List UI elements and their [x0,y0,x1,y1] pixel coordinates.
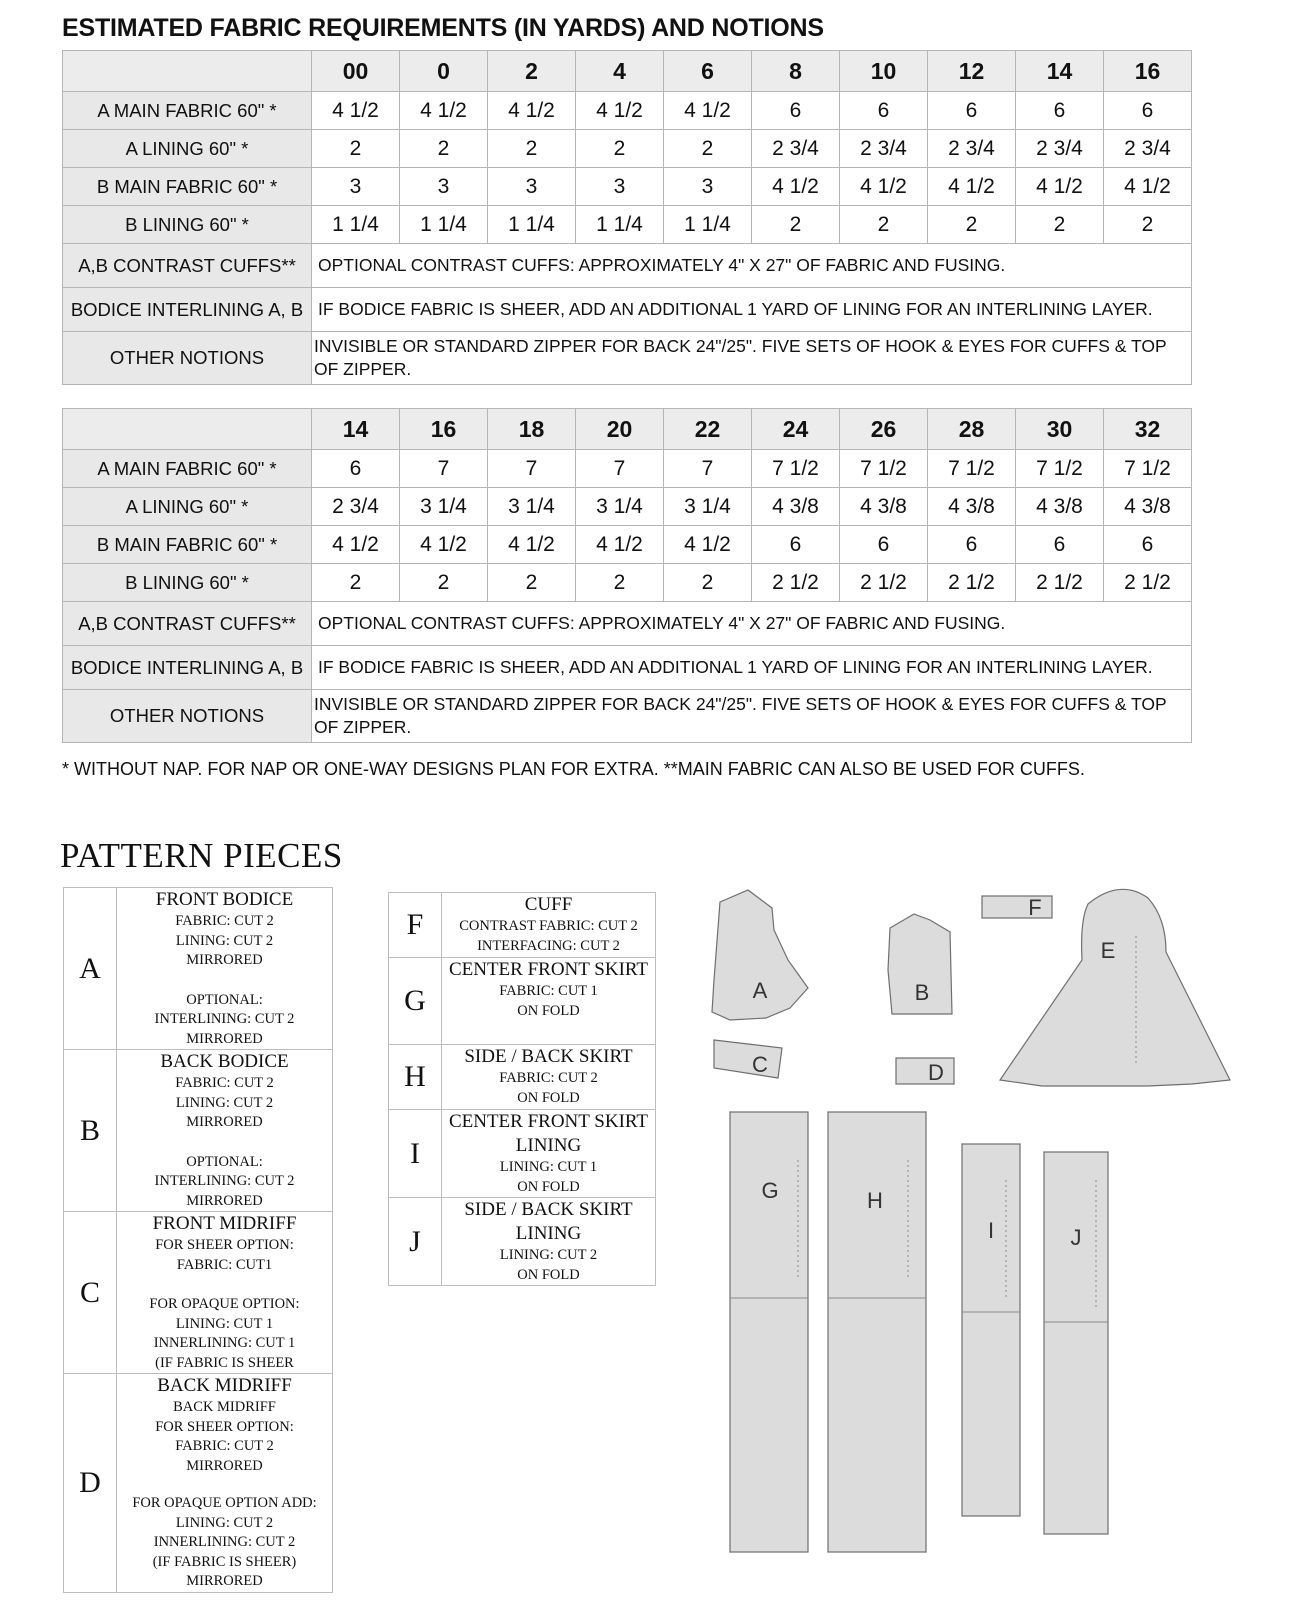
size-header: 14 [312,409,400,450]
yardage-cell: 7 1/2 [752,450,840,488]
piece-c-shape [714,1040,782,1078]
yardage-cell: 6 [1104,526,1192,564]
yardage-cell: 3 1/4 [400,488,488,526]
piece-optional-instruction: MIRRORED [186,1573,263,1589]
piece-row [64,1374,333,1593]
piece-instruction: MIRRORED [186,1457,263,1474]
size-header: 30 [1016,409,1104,450]
notes-text: IF BODICE FABRIC IS SHEER, ADD AN ADDITIONAL 1 YARD OF LINING FOR AN INTERLINING LAYER. [312,288,1192,332]
piece-instruction: ON FOLD [517,1178,580,1195]
yardage-cell: 4 1/2 [664,526,752,564]
yardage-cell: 6 [840,92,928,130]
yardage-cell: 4 1/2 [576,526,664,564]
notes-text: OPTIONAL CONTRAST CUFFS: APPROXIMATELY 4" X 27" OF FABRIC AND FUSING. [312,244,1192,288]
row-label: A LINING 60" * [63,130,312,168]
yardage-cell: 2 [752,206,840,244]
header-corner [63,51,312,92]
notes-label: A,B CONTRAST CUFFS** [63,602,312,646]
piece-instruction: LINING: CUT 2 [499,1247,598,1263]
yardage-cell: 2 [488,130,576,168]
drawing-label-e: E [1100,938,1116,963]
piece-description [117,1374,333,1593]
spacer [117,971,332,991]
spacer [117,1275,332,1295]
piece-description [442,1045,656,1110]
piece-description [442,1110,656,1198]
yardage-cell: 2 3/4 [928,130,1016,168]
piece-instruction: FABRIC: CUT 1 [499,983,598,999]
row-label: A MAIN FABRIC 60" * [63,450,312,488]
yardage-cell: 6 [1016,526,1104,564]
piece-name: CUFF [524,894,573,915]
fabric-row [63,450,1192,488]
yardage-cell: 7 1/2 [1016,450,1104,488]
yardage-cell: 2 [1016,206,1104,244]
yardage-cell: 7 [576,450,664,488]
size-header: 2 [488,51,576,92]
piece-instruction: FOR SHEER OPTION: [155,1237,294,1253]
yardage-cell: 2 3/4 [1016,130,1104,168]
yardage-cell: 4 1/2 [840,168,928,206]
yardage-cell: 3 [576,168,664,206]
piece-letter: I [389,1110,442,1198]
piece-instruction: CONTRAST FABRIC: CUT 2 [459,918,638,934]
size-header: 10 [840,51,928,92]
notes-label: A,B CONTRAST CUFFS** [63,244,312,288]
piece-instruction: LINING: CUT 1 [499,1159,598,1175]
size-header: 12 [928,51,1016,92]
yardage-cell: 4 1/2 [928,168,1016,206]
drawing-label-d: D [928,1060,944,1085]
piece-instruction: FABRIC: CUT 2 [499,1070,598,1086]
yardage-cell: 2 1/2 [928,564,1016,602]
yardage-cell: 2 3/4 [752,130,840,168]
row-label: B LINING 60" * [63,564,312,602]
yardage-cell: 4 1/2 [312,526,400,564]
notes-row [63,288,1192,332]
yardage-cell: 6 [1104,92,1192,130]
drawing-label-j: J [1070,1225,1082,1250]
yardage-cell: 4 1/2 [488,526,576,564]
header-corner [63,409,312,450]
size-header: 32 [1104,409,1192,450]
piece-i-shape [962,1144,1020,1516]
piece-instruction: LINING: CUT 2 [175,932,274,949]
yardage-cell: 6 [312,450,400,488]
piece-instruction: ON FOLD [517,1266,580,1283]
notes-text: IF BODICE FABRIC IS SHEER, ADD AN ADDITIONAL 1 YARD OF LINING FOR AN INTERLINING LAYER. [312,646,1192,690]
notes-label: OTHER NOTIONS [63,332,312,385]
piece-name: BACK MIDRIFF [157,1375,292,1396]
yardage-cell: 7 1/2 [928,450,1016,488]
piece-row [389,1198,656,1286]
piece-description [117,1050,333,1212]
yardage-cell: 4 1/2 [1104,168,1192,206]
size-header: 0 [400,51,488,92]
row-label: B MAIN FABRIC 60" * [63,526,312,564]
piece-description [442,958,656,1045]
piece-optional-instruction: INNERLINING: CUT 1 [153,1335,296,1351]
piece-description [117,888,333,1050]
notes-text: OPTIONAL CONTRAST CUFFS: APPROXIMATELY 4" X 27" OF FABRIC AND FUSING. [312,602,1192,646]
yardage-cell: 6 [928,526,1016,564]
piece-d-shape [896,1058,954,1084]
pattern-layout-drawing [700,880,1260,1570]
yardage-cell: 3 [488,168,576,206]
piece-row [389,1045,656,1110]
piece-optional-instruction: INTERLINING: CUT 2 [154,1173,295,1189]
yardage-cell: 2 [840,206,928,244]
yardage-cell: 3 [664,168,752,206]
piece-optional-instruction: MIRRORED [186,1192,263,1209]
drawing-label-a: A [752,978,768,1003]
yardage-cell: 7 1/2 [840,450,928,488]
notes-row [63,602,1192,646]
size-header: 22 [664,409,752,450]
row-label: B LINING 60" * [63,206,312,244]
yardage-cell: 7 [400,450,488,488]
yardage-cell: 3 1/4 [488,488,576,526]
yardage-cell: 4 1/2 [576,92,664,130]
piece-row [64,1212,333,1374]
yardage-cell: 6 [840,526,928,564]
size-header: 26 [840,409,928,450]
piece-h-shape [828,1112,926,1552]
fabric-requirements-table-2 [62,408,1192,743]
yardage-cell: 2 1/2 [752,564,840,602]
piece-letter: G [389,958,442,1045]
yardage-cell: 2 [664,130,752,168]
yardage-cell: 4 3/8 [1104,488,1192,526]
piece-instruction: FOR SHEER OPTION: [155,1418,294,1435]
notes-row [63,690,1192,743]
yardage-cell: 4 3/8 [1016,488,1104,526]
size-header: 00 [312,51,400,92]
notes-label: OTHER NOTIONS [63,690,312,743]
size-header: 16 [400,409,488,450]
yardage-cell: 7 [664,450,752,488]
piece-name: FRONT MIDRIFF [152,1213,297,1234]
yardage-cell: 4 1/2 [312,92,400,130]
yardage-cell: 7 [488,450,576,488]
notes-label: BODICE INTERLINING A, B [63,288,312,332]
drawing-label-f: F [1028,895,1042,920]
piece-optional-instruction: OPTIONAL: [186,1153,263,1170]
notes-row [63,332,1192,385]
yardage-cell: 1 1/4 [664,206,752,244]
yardage-cell: 4 1/2 [400,526,488,564]
piece-instruction: ON FOLD [517,1089,580,1106]
piece-instruction: FABRIC: CUT1 [176,1256,273,1273]
yardage-cell: 6 [752,526,840,564]
piece-name: SIDE / BACK SKIRT LINING [464,1199,633,1244]
size-header: 14 [1016,51,1104,92]
size-header: 8 [752,51,840,92]
piece-instruction: BACK MIDRIFF [173,1399,276,1415]
yardage-cell: 2 [488,564,576,602]
fabric-row [63,168,1192,206]
drawing-label-b: B [914,980,930,1005]
piece-instruction: FABRIC: CUT 2 [175,1438,274,1454]
yardage-cell: 3 1/4 [664,488,752,526]
notes-row [63,646,1192,690]
page-title: ESTIMATED FABRIC REQUIREMENTS (IN YARDS) AND NOTIONS [62,14,824,42]
yardage-cell: 4 3/8 [928,488,1016,526]
yardage-cell: 6 [752,92,840,130]
piece-letter: B [64,1050,117,1212]
yardage-cell: 1 1/4 [488,206,576,244]
piece-optional-instruction: FOR OPAQUE OPTION ADD: [132,1495,317,1511]
piece-instruction: ON FOLD [517,1002,580,1019]
piece-row [389,1110,656,1198]
yardage-cell: 2 [312,130,400,168]
piece-instruction: INTERFACING: CUT 2 [477,937,620,954]
drawing-label-h: H [867,1188,883,1213]
piece-optional-instruction: FOR OPAQUE OPTION: [149,1296,300,1312]
piece-instruction: MIRRORED [186,952,263,968]
footnote: * WITHOUT NAP. FOR NAP OR ONE-WAY DESIGNS PLAN FOR EXTRA. **MAIN FABRIC CAN ALSO BE USED FOR CUFFS. [62,759,1085,779]
yardage-cell: 2 1/2 [840,564,928,602]
fabric-requirements-table-1 [62,50,1192,385]
piece-instruction: FABRIC: CUT 2 [175,913,274,929]
fabric-row [63,92,1192,130]
pattern-pieces-title: PATTERN PIECES [60,836,343,875]
yardage-cell: 1 1/4 [312,206,400,244]
piece-optional-instruction: INNERLINING: CUT 2 [153,1534,296,1550]
notes-text: INVISIBLE OR STANDARD ZIPPER FOR BACK 24"/25". FIVE SETS OF HOOK & EYES FOR CUFFS & TOP OF ZIPPER. [312,332,1192,385]
yardage-cell: 1 1/4 [576,206,664,244]
drawing-label-i: I [987,1218,995,1243]
yardage-cell: 2 1/2 [1104,564,1192,602]
piece-optional-instruction: OPTIONAL: [186,991,263,1008]
piece-name: BACK BODICE [160,1051,289,1072]
yardage-cell: 3 1/4 [576,488,664,526]
yardage-cell: 4 1/2 [1016,168,1104,206]
piece-instruction: FABRIC: CUT 2 [175,1075,274,1091]
yardage-cell: 3 [312,168,400,206]
piece-letter: F [389,893,442,958]
yardage-cell: 2 [576,130,664,168]
yardage-cell: 2 3/4 [1104,130,1192,168]
piece-optional-instruction: LINING: CUT 2 [175,1514,274,1531]
size-header: 20 [576,409,664,450]
fabric-row [63,488,1192,526]
drawing-label-c: C [752,1052,768,1077]
yardage-cell: 2 [664,564,752,602]
yardage-cell: 2 [400,130,488,168]
yardage-cell: 2 3/4 [840,130,928,168]
yardage-cell: 2 [928,206,1016,244]
pattern-pieces-table-right [388,892,656,1286]
drawing-label-g: G [761,1178,779,1203]
piece-instruction: MIRRORED [186,1114,263,1130]
yardage-cell: 2 [576,564,664,602]
yardage-cell: 2 [1104,206,1192,244]
piece-optional-instruction: (IF FABRIC IS SHEER [155,1354,294,1371]
yardage-cell: 2 [400,564,488,602]
size-header: 4 [576,51,664,92]
piece-letter: H [389,1045,442,1110]
piece-instruction: LINING: CUT 2 [175,1094,274,1111]
piece-row [64,1050,333,1212]
piece-letter: C [64,1212,117,1374]
piece-description [442,1198,656,1286]
yardage-cell: 7 1/2 [1104,450,1192,488]
fabric-row [63,130,1192,168]
piece-description [442,893,656,958]
size-header: 18 [488,409,576,450]
yardage-cell: 6 [928,92,1016,130]
yardage-cell: 1 1/4 [400,206,488,244]
piece-optional-instruction: (IF FABRIC IS SHEER) [152,1553,297,1570]
size-header: 16 [1104,51,1192,92]
spacer [117,1476,332,1494]
piece-optional-instruction: LINING: CUT 1 [175,1315,274,1332]
notes-label: BODICE INTERLINING A, B [63,646,312,690]
piece-name: CENTER FRONT SKIRT LINING [448,1111,649,1156]
notes-text: INVISIBLE OR STANDARD ZIPPER FOR BACK 24"/25". FIVE SETS OF HOOK & EYES FOR CUFFS & TOP OF ZIPPER. [312,690,1192,743]
yardage-cell: 4 3/8 [840,488,928,526]
piece-name: CENTER FRONT SKIRT [448,959,649,980]
piece-row [64,888,333,1050]
yardage-cell: 4 3/8 [752,488,840,526]
piece-description [117,1212,333,1374]
piece-letter: J [389,1198,442,1286]
yardage-cell: 4 1/2 [488,92,576,130]
row-label: B MAIN FABRIC 60" * [63,168,312,206]
fabric-row [63,526,1192,564]
yardage-cell: 2 3/4 [312,488,400,526]
piece-j-shape [1044,1152,1108,1534]
pattern-pieces-table-left [63,887,333,1593]
row-label: A LINING 60" * [63,488,312,526]
yardage-cell: 2 [312,564,400,602]
spacer [117,1133,332,1153]
size-header: 24 [752,409,840,450]
row-label: A MAIN FABRIC 60" * [63,92,312,130]
piece-row [389,893,656,958]
piece-row [389,958,656,1045]
size-header: 28 [928,409,1016,450]
piece-name: FRONT BODICE [155,889,294,910]
piece-optional-instruction: INTERLINING: CUT 2 [154,1011,295,1027]
piece-letter: D [64,1374,117,1593]
yardage-cell: 4 1/2 [664,92,752,130]
yardage-cell: 2 1/2 [1016,564,1104,602]
fabric-row [63,206,1192,244]
yardage-cell: 6 [1016,92,1104,130]
fabric-row [63,564,1192,602]
size-header: 6 [664,51,752,92]
yardage-cell: 3 [400,168,488,206]
piece-optional-instruction: MIRRORED [186,1030,263,1047]
yardage-cell: 4 1/2 [400,92,488,130]
piece-letter: A [64,888,117,1050]
piece-name: SIDE / BACK SKIRT [464,1046,633,1067]
yardage-cell: 4 1/2 [752,168,840,206]
notes-row [63,244,1192,288]
